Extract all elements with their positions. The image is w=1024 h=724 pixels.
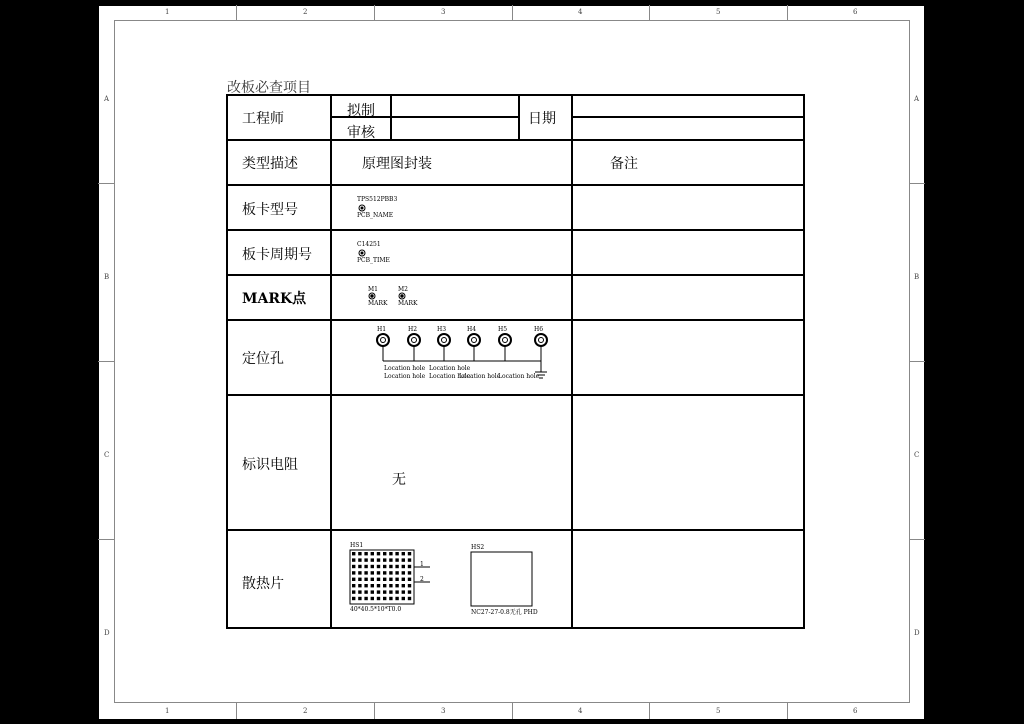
remark-cell-board-cycle[interactable]	[573, 231, 803, 274]
hs1-ref: HS1	[350, 542, 364, 549]
zone-col-3-bottom: 3	[441, 707, 446, 715]
hs1-pad	[377, 578, 380, 581]
hs1-value: 40*40.5*10*T0.0	[350, 606, 402, 613]
zone-col-6-top: 6	[853, 8, 858, 16]
hs1-pad	[371, 597, 374, 600]
hs1-pad	[371, 590, 374, 593]
hs1-pad	[383, 558, 386, 561]
hs1-pad	[402, 552, 405, 555]
hs1-pad	[408, 565, 411, 568]
zone-col-1-top: 1	[165, 8, 170, 16]
review-field[interactable]	[392, 118, 518, 139]
hs1-pad	[383, 578, 386, 581]
hs1-pad	[377, 597, 380, 600]
hs1-pad	[364, 578, 367, 581]
hs1-pad	[358, 565, 361, 568]
hs1-pad	[371, 578, 374, 581]
board-cycle-label: 板卡周期号	[242, 247, 312, 263]
hs1-pad	[402, 597, 405, 600]
hs1-pad	[402, 558, 405, 561]
hole-caption: Location hole	[498, 373, 540, 380]
hs1-pad	[352, 558, 355, 561]
hole-h2-ref: H2	[408, 326, 418, 333]
mark-m2-ref: M2	[398, 286, 408, 293]
hs1-pad	[377, 565, 380, 568]
form-title: 改板必查项目	[227, 80, 311, 96]
hs1-pad	[377, 590, 380, 593]
heatsink-hs2-symbol	[471, 552, 532, 606]
hs1-pad	[395, 578, 398, 581]
hole-h1-ref: H1	[377, 326, 387, 333]
hs1-pad	[352, 590, 355, 593]
zone-row-c-right: C	[914, 451, 920, 459]
zone-row-b-right: B	[914, 273, 920, 281]
draft-label: 拟制	[347, 103, 375, 119]
hs1-pad	[371, 565, 374, 568]
zone-col-5-top: 5	[716, 8, 721, 16]
hs1-pad	[402, 578, 405, 581]
hs1-pad	[383, 552, 386, 555]
hs1-pad	[383, 571, 386, 574]
heatsink-hs1-symbol	[350, 550, 430, 604]
zone-col-4-bottom: 4	[578, 707, 583, 715]
hole-h6-symbol	[535, 334, 547, 346]
pcb-name-ref: TPS512PBB3	[357, 196, 398, 203]
zone-row-b-left: B	[104, 273, 110, 281]
hole-h4-symbol	[468, 334, 480, 346]
remarks-header: 备注	[610, 156, 638, 172]
hs2-value: NC27-27-0.8无孔 PHD	[471, 609, 538, 616]
zone-col-6-bottom: 6	[853, 707, 858, 715]
hs1-pad	[352, 578, 355, 581]
hs1-pad	[352, 571, 355, 574]
id-resistor-value: 无	[392, 472, 406, 488]
date-label: 日期	[528, 111, 556, 127]
remark-cell-id-resistor[interactable]	[573, 396, 803, 529]
hs1-pad	[389, 565, 392, 568]
hs1-pad	[395, 590, 398, 593]
hs2-ref: HS2	[471, 544, 485, 551]
hs1-pad	[402, 590, 405, 593]
hs1-pad	[389, 597, 392, 600]
hs1-pad	[358, 571, 361, 574]
mark-m1-value: MARK	[368, 300, 388, 307]
hs1-pad	[364, 584, 367, 587]
review-label: 审核	[347, 125, 375, 141]
hole-caption: Location hole	[384, 365, 426, 372]
hs1-pad	[371, 571, 374, 574]
hs1-pad	[364, 552, 367, 555]
pcb-time-value: PCB_TIME	[357, 257, 390, 264]
hs1-pad	[383, 597, 386, 600]
hs1-pad	[408, 578, 411, 581]
id-resistor-label: 标识电阻	[242, 457, 298, 473]
zone-col-1-bottom: 1	[165, 707, 170, 715]
hole-h5-symbol	[499, 334, 511, 346]
hs1-pad	[395, 597, 398, 600]
hs1-pad	[377, 558, 380, 561]
hole-h5-ref: H5	[498, 326, 508, 333]
hole-caption: Location hole	[384, 373, 426, 380]
hole-h4-ref: H4	[467, 326, 477, 333]
remark-cell-heatsink[interactable]	[573, 531, 803, 627]
zone-row-a-left: A	[104, 95, 110, 103]
zone-row-a-right: A	[914, 95, 920, 103]
hs1-pad	[358, 552, 361, 555]
hole-caption: Location hole	[429, 373, 471, 380]
hs1-pad	[364, 565, 367, 568]
hs1-pad	[383, 584, 386, 587]
hs1-pad	[408, 597, 411, 600]
hs1-pad	[364, 597, 367, 600]
hole-h6-ref: H6	[534, 326, 544, 333]
hs1-pad	[377, 584, 380, 587]
hs1-pad	[402, 584, 405, 587]
hs1-pad	[371, 584, 374, 587]
type-desc-label: 类型描述	[242, 156, 298, 172]
hs1-pad	[364, 590, 367, 593]
hole-h2-symbol	[408, 334, 420, 346]
board-model-label: 板卡型号	[242, 202, 298, 218]
hole-h3-ref: H3	[437, 326, 447, 333]
zone-col-4-top: 4	[578, 8, 583, 16]
hs1-pad	[408, 558, 411, 561]
remark-cell-locating-hole[interactable]	[573, 321, 803, 394]
date-field-1[interactable]	[573, 96, 803, 116]
mark-m1-ref: M1	[368, 286, 378, 293]
zone-col-3-top: 3	[441, 8, 446, 16]
hs1-pad	[352, 552, 355, 555]
hs1-pin2: 2	[420, 576, 424, 583]
hs1-pad	[364, 571, 367, 574]
hs1-pad	[377, 552, 380, 555]
schematic-pkg-header: 原理图封装	[362, 156, 432, 172]
hs1-pad	[389, 584, 392, 587]
mark-label: MARK点	[242, 291, 307, 307]
hs1-pad	[358, 590, 361, 593]
remark-cell-mark[interactable]	[573, 276, 803, 319]
zone-row-c-left: C	[104, 451, 110, 459]
hs1-pin1: 1	[420, 561, 424, 568]
hs1-pad	[408, 584, 411, 587]
mark-m2-value: MARK	[398, 300, 418, 307]
zone-col-2-bottom: 2	[303, 707, 308, 715]
hole-h3-symbol	[438, 334, 450, 346]
zone-row-d-right: D	[914, 629, 920, 637]
remark-cell-board-model[interactable]	[573, 186, 803, 229]
engineer-label: 工程师	[242, 111, 284, 127]
heatsink-label: 散热片	[242, 576, 284, 592]
hs1-pad	[352, 597, 355, 600]
hole-caption: Location hole	[429, 365, 471, 372]
pcb-name-value: PCB_NAME	[357, 212, 394, 219]
hs1-pad	[408, 590, 411, 593]
hs1-pad	[395, 552, 398, 555]
hole-caption: Location hole	[459, 373, 501, 380]
hs1-pad	[395, 565, 398, 568]
hs1-pad	[389, 558, 392, 561]
hs1-pad	[358, 558, 361, 561]
hs1-pad	[402, 565, 405, 568]
hs1-pad	[383, 565, 386, 568]
zone-col-5-bottom: 5	[716, 707, 721, 715]
hs1-pad	[389, 578, 392, 581]
hs1-pad	[389, 571, 392, 574]
hs1-pad	[383, 590, 386, 593]
hs1-pad	[364, 558, 367, 561]
draft-field[interactable]	[392, 96, 518, 116]
hs1-pad	[358, 584, 361, 587]
hs1-pad	[352, 584, 355, 587]
date-field-2[interactable]	[573, 118, 803, 139]
hs1-pad	[395, 584, 398, 587]
hs1-pad	[377, 571, 380, 574]
hs1-pad	[395, 571, 398, 574]
hs1-pad	[408, 552, 411, 555]
hs1-pad	[402, 571, 405, 574]
hs1-pad	[371, 558, 374, 561]
hole-h1-symbol	[377, 334, 389, 346]
locating-hole-label: 定位孔	[242, 351, 284, 367]
zone-col-2-top: 2	[303, 8, 308, 16]
hs1-pad	[395, 558, 398, 561]
zone-row-d-left: D	[104, 629, 110, 637]
pcb-time-ref: C14251	[357, 241, 381, 248]
hs1-pad	[358, 597, 361, 600]
hs1-pad	[352, 565, 355, 568]
hs1-pad	[408, 571, 411, 574]
hs1-pad	[358, 578, 361, 581]
hs1-pad	[389, 552, 392, 555]
hs1-pad	[371, 552, 374, 555]
hs1-pad	[389, 590, 392, 593]
